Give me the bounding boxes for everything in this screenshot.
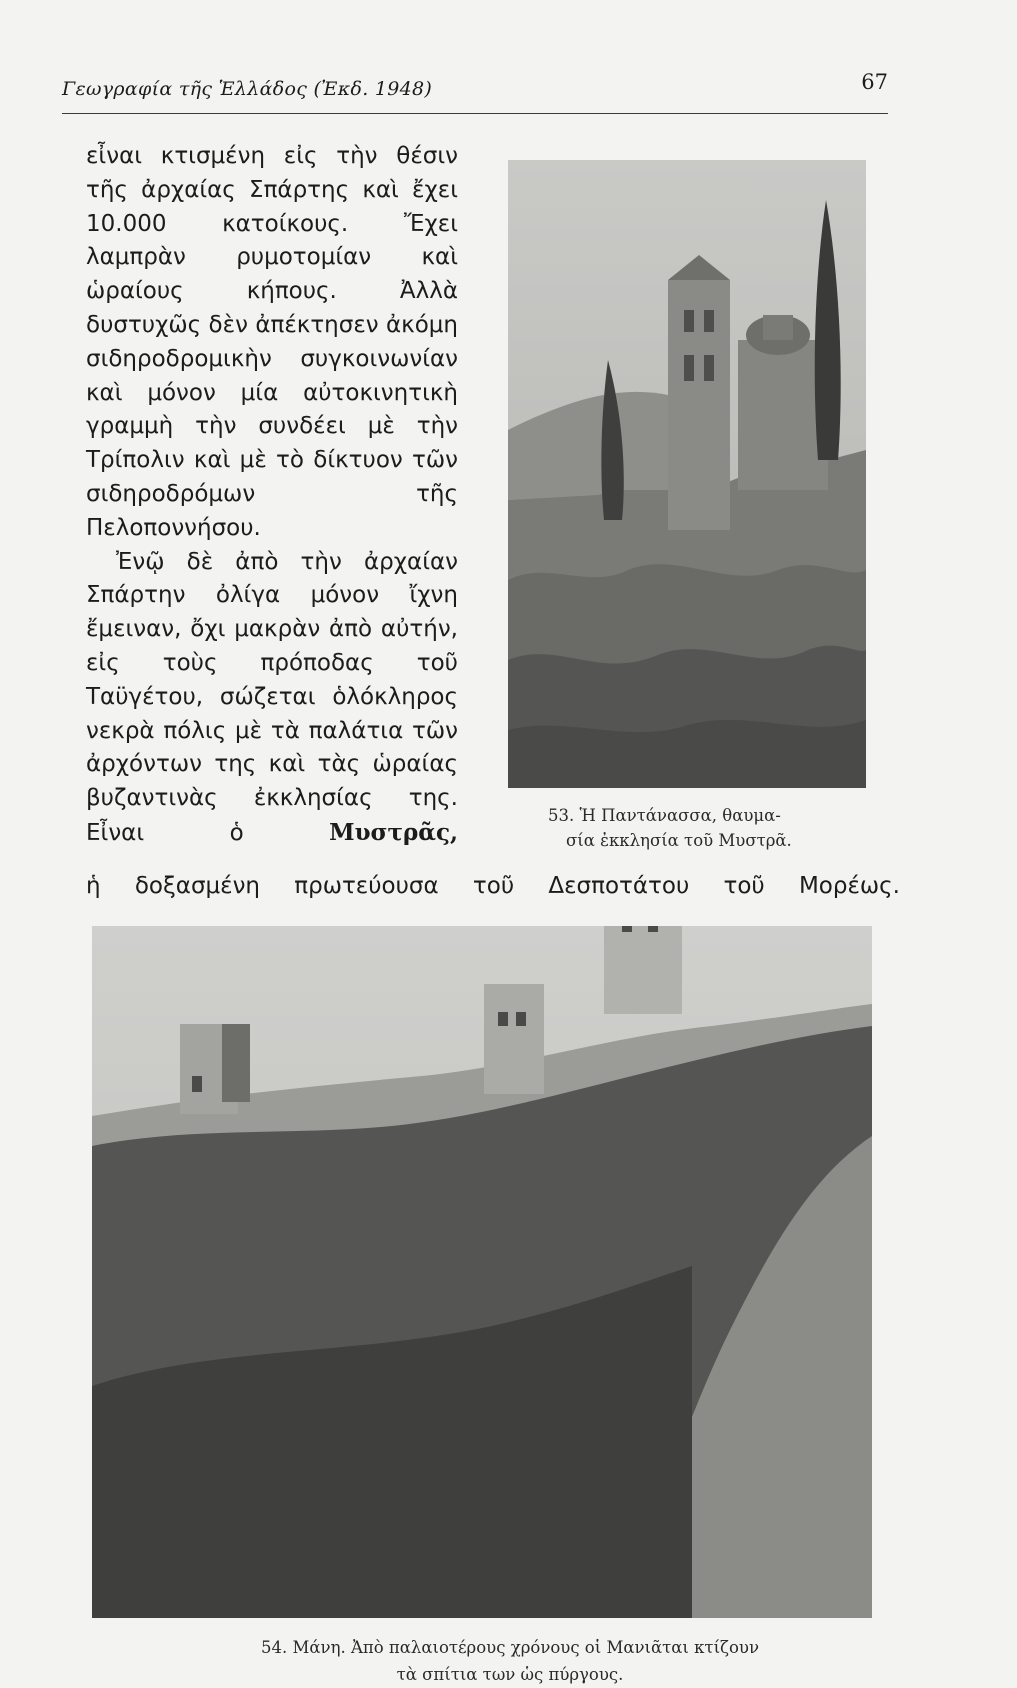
mystras-emphasis: Μυστρᾶς,: [329, 818, 458, 846]
body-text-column: [86, 140, 458, 851]
paragraph-2: [86, 546, 458, 851]
paragraph-2-text: Ἐνῷ δὲ ἀπὸ τὴν ἀρχαίαν Σπάρτην ὀλίγα μόνον ἴχνη ἔμειναν, ὄχι μακρὰν ἀπὸ αὐτήν, εἰς τοὺς πρόποδας τοῦ Ταϋγέτου, σώζεται ὁλόκληρος νεκρὰ πόλις μὲ τὰ παλάτια τῶν ἀρχόντων της καὶ τὰς ὡραίας βυζαντινὰς ἐκκλησίας της. Εἶναι ὁ: [86, 548, 458, 846]
paragraph-2-last-line: ἡ δοξασμένη πρωτεύουσα τοῦ Δεσποτάτου τοῦ Μορέως.: [86, 873, 900, 899]
page-number: 67: [861, 70, 888, 94]
figure-53-caption: [548, 803, 864, 853]
figure-53-caption-line-2: σία ἐκκλησία τοῦ Μυστρᾶ.: [566, 831, 792, 850]
figure-54-caption-line-2: τὰ σπίτια των ὡς πύργους.: [396, 1665, 624, 1684]
header-rule: [62, 113, 888, 114]
photo-mani-image: [92, 926, 872, 1618]
page-header: [62, 70, 888, 110]
figure-54-caption: [160, 1634, 860, 1688]
running-title: Γεωγραφία τῆς Ἑλλάδος (Ἐκδ. 1948): [62, 78, 433, 100]
paragraph-1: εἶναι κτισμένη εἰς τὴν θέσιν τῆς ἀρχαίας Σπάρτης καὶ ἔχει 10.000 κατοίκους. Ἔχει λαμπρὰν ρυμοτομίαν καὶ ὡραίους κήπους. Ἀλλὰ δυστυχῶς δὲν ἀπέκτησεν ἀκόμη σιδηροδρομικὴν συγκοινωνίαν καὶ μόνον μία αὐτοκινητικὴ γραμμὴ τὴν συνδέει μὲ τὴν Τρίπολιν καὶ μὲ τὸ δίκτυον τῶν σιδηροδρόμων τῆς Πελοποννήσου.: [86, 143, 458, 541]
figure-53-caption-line-1: 53. Ἡ Παντάνασσα, θαυμα-: [548, 806, 781, 825]
figure-54-caption-line-1: 54. Μάνη. Ἀπὸ παλαιοτέρους χρόνους οἱ Μανιᾶται κτίζουν: [261, 1638, 759, 1657]
photo-pantanassa: [508, 160, 866, 788]
